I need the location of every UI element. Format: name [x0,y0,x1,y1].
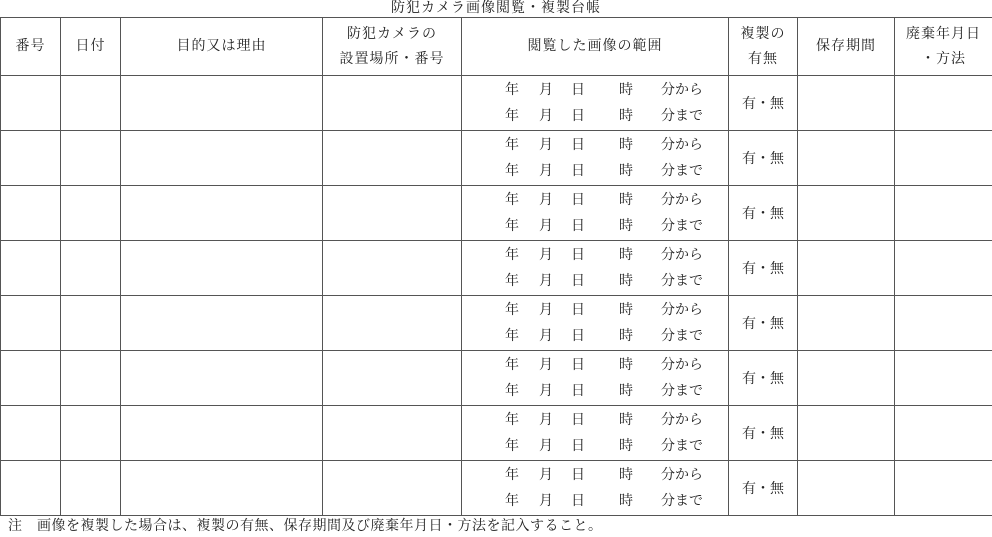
cell-range [462,461,729,516]
footnote: 注 画像を複製した場合は、複製の有無、保存期間及び廃棄年月日・方法を記入すること。 [8,518,603,534]
cell-purpose[interactable] [121,296,323,351]
cell-retention[interactable] [798,296,895,351]
cell-copy [729,351,798,406]
range-unit-from: 分から [661,412,703,428]
cell-number[interactable] [1,186,61,241]
range-unit-hour: 時 [619,218,633,234]
cell-disposal[interactable] [895,131,992,186]
table-row [1,76,992,131]
range-unit-day: 日 [571,247,585,263]
cell-location[interactable] [323,406,462,461]
cell-purpose[interactable] [121,131,323,186]
copy-value: 有・無 [742,371,784,387]
range-unit-hour: 時 [619,163,633,179]
header-date: 日付 [61,18,121,76]
range-from-line [462,242,728,268]
cell-number[interactable] [1,296,61,351]
cell-date[interactable] [61,296,121,351]
range-from-line [462,462,728,488]
range-unit-day: 日 [571,192,585,208]
cell-date[interactable] [61,131,121,186]
cell-date[interactable] [61,241,121,296]
range-unit-month: 月 [539,438,553,454]
cell-disposal[interactable] [895,406,992,461]
table-row [1,406,992,461]
range-unit-year: 年 [505,247,519,263]
cell-location[interactable] [323,461,462,516]
cell-date[interactable] [61,461,121,516]
cell-range [462,131,729,186]
range-to-line [462,433,728,459]
range-unit-month: 月 [539,493,553,509]
cell-number[interactable] [1,131,61,186]
range-from-line [462,297,728,323]
range-unit-hour: 時 [619,467,633,483]
table-row [1,351,992,406]
range-unit-year: 年 [505,328,519,344]
cell-location[interactable] [323,351,462,406]
range-from-line [462,187,728,213]
range-unit-from: 分から [661,467,703,483]
range-unit-year: 年 [505,438,519,454]
range-unit-year: 年 [505,302,519,318]
header-disposal-line1: 廃棄年月日 [906,25,981,42]
range-unit-month: 月 [539,82,553,98]
cell-copy [729,131,798,186]
range-to-line [462,103,728,129]
range-unit-year: 年 [505,273,519,289]
range-from-line [462,77,728,103]
copy-value: 有・無 [742,316,784,332]
cell-location[interactable] [323,186,462,241]
cell-retention[interactable] [798,76,895,131]
cell-location[interactable] [323,296,462,351]
copy-value: 有・無 [742,481,784,497]
range-unit-month: 月 [539,163,553,179]
header-copy [729,18,798,76]
cell-purpose[interactable] [121,76,323,131]
cell-number[interactable] [1,461,61,516]
header-row [1,18,992,76]
cell-retention[interactable] [798,241,895,296]
table-row [1,296,992,351]
cell-range [462,351,729,406]
range-unit-day: 日 [571,163,585,179]
cell-range [462,406,729,461]
cell-purpose[interactable] [121,351,323,406]
range-unit-hour: 時 [619,328,633,344]
range-unit-hour: 時 [619,302,633,318]
cell-disposal[interactable] [895,76,992,131]
cell-disposal[interactable] [895,186,992,241]
range-unit-hour: 時 [619,438,633,454]
range-unit-day: 日 [571,137,585,153]
range-unit-month: 月 [539,383,553,399]
range-unit-year: 年 [505,467,519,483]
range-from-line [462,132,728,158]
range-unit-to: 分まで [661,108,703,124]
range-unit-hour: 時 [619,412,633,428]
range-unit-hour: 時 [619,383,633,399]
range-unit-month: 月 [539,273,553,289]
cell-purpose[interactable] [121,241,323,296]
range-unit-month: 月 [539,108,553,124]
range-unit-from: 分から [661,302,703,318]
table-row [1,241,992,296]
range-unit-day: 日 [571,467,585,483]
cell-copy [729,241,798,296]
header-purpose: 目的又は理由 [121,18,323,76]
cell-date[interactable] [61,351,121,406]
table-row [1,131,992,186]
cell-number[interactable] [1,76,61,131]
range-unit-to: 分まで [661,218,703,234]
range-unit-year: 年 [505,357,519,373]
header-copy-line1: 複製の [740,25,786,42]
range-unit-from: 分から [661,137,703,153]
range-to-line [462,323,728,349]
range-unit-hour: 時 [619,247,633,263]
cell-range [462,186,729,241]
table-row [1,186,992,241]
range-unit-month: 月 [539,412,553,428]
range-unit-to: 分まで [661,328,703,344]
range-unit-from: 分から [661,357,703,373]
range-to-line [462,213,728,239]
range-unit-hour: 時 [619,82,633,98]
range-unit-day: 日 [571,273,585,289]
copy-value: 有・無 [742,261,784,277]
range-unit-year: 年 [505,108,519,124]
cell-retention[interactable] [798,131,895,186]
cell-purpose[interactable] [121,461,323,516]
cell-date[interactable] [61,186,121,241]
copy-value: 有・無 [742,151,784,167]
range-unit-month: 月 [539,328,553,344]
range-unit-month: 月 [539,218,553,234]
header-location-line2: 設置場所・番号 [339,50,445,67]
range-unit-day: 日 [571,108,585,124]
range-unit-day: 日 [571,383,585,399]
range-to-line [462,158,728,184]
cell-copy [729,461,798,516]
cell-date[interactable] [61,76,121,131]
range-unit-from: 分から [661,192,703,208]
range-unit-to: 分まで [661,273,703,289]
cell-disposal[interactable] [895,241,992,296]
range-unit-to: 分まで [661,383,703,399]
cell-copy [729,76,798,131]
range-from-line [462,407,728,433]
range-from-line [462,352,728,378]
ledger-table [0,17,992,516]
header-location [323,18,462,76]
range-unit-to: 分まで [661,438,703,454]
range-unit-month: 月 [539,467,553,483]
ledger-title: 防犯カメラ画像閲覧・複製台帳 [391,0,601,16]
range-unit-day: 日 [571,328,585,344]
cell-retention[interactable] [798,351,895,406]
range-unit-to: 分まで [661,163,703,179]
range-unit-day: 日 [571,82,585,98]
range-unit-from: 分から [661,82,703,98]
cell-retention[interactable] [798,461,895,516]
cell-range [462,296,729,351]
cell-location[interactable] [323,131,462,186]
cell-retention[interactable] [798,406,895,461]
range-unit-day: 日 [571,302,585,318]
range-unit-year: 年 [505,493,519,509]
copy-value: 有・無 [742,96,784,112]
range-to-line [462,378,728,404]
range-unit-year: 年 [505,412,519,428]
range-unit-day: 日 [571,438,585,454]
cell-location[interactable] [323,241,462,296]
range-unit-year: 年 [505,82,519,98]
copy-value: 有・無 [742,206,784,222]
range-unit-year: 年 [505,163,519,179]
ledger-body [1,76,992,516]
header-disposal-line2: ・方法 [921,50,966,67]
range-unit-month: 月 [539,247,553,263]
range-unit-month: 月 [539,357,553,373]
range-unit-day: 日 [571,357,585,373]
range-unit-day: 日 [571,218,585,234]
range-to-line [462,268,728,294]
cell-disposal[interactable] [895,461,992,516]
header-location-line1: 防犯カメラの [347,25,437,42]
cell-purpose[interactable] [121,406,323,461]
range-unit-hour: 時 [619,108,633,124]
range-unit-month: 月 [539,137,553,153]
cell-retention[interactable] [798,186,895,241]
cell-number[interactable] [1,351,61,406]
range-unit-hour: 時 [619,493,633,509]
range-unit-year: 年 [505,137,519,153]
header-retention: 保存期間 [798,18,895,76]
cell-disposal[interactable] [895,296,992,351]
range-unit-day: 日 [571,412,585,428]
header-copy-line2: 有無 [748,50,778,67]
header-number: 番号 [1,18,61,76]
cell-copy [729,296,798,351]
cell-copy [729,186,798,241]
range-unit-day: 日 [571,493,585,509]
cell-purpose[interactable] [121,186,323,241]
range-unit-month: 月 [539,192,553,208]
header-disposal [895,18,992,76]
cell-disposal[interactable] [895,351,992,406]
range-unit-month: 月 [539,302,553,318]
cell-location[interactable] [323,76,462,131]
cell-number[interactable] [1,241,61,296]
range-unit-hour: 時 [619,192,633,208]
cell-range [462,76,729,131]
cell-copy [729,406,798,461]
range-unit-year: 年 [505,218,519,234]
copy-value: 有・無 [742,426,784,442]
range-unit-to: 分まで [661,493,703,509]
cell-number[interactable] [1,406,61,461]
header-range: 閲覧した画像の範囲 [462,18,729,76]
range-unit-year: 年 [505,383,519,399]
cell-date[interactable] [61,406,121,461]
table-row [1,461,992,516]
range-to-line [462,488,728,514]
range-unit-hour: 時 [619,137,633,153]
range-unit-hour: 時 [619,357,633,373]
range-unit-hour: 時 [619,273,633,289]
cell-range [462,241,729,296]
range-unit-year: 年 [505,192,519,208]
range-unit-from: 分から [661,247,703,263]
